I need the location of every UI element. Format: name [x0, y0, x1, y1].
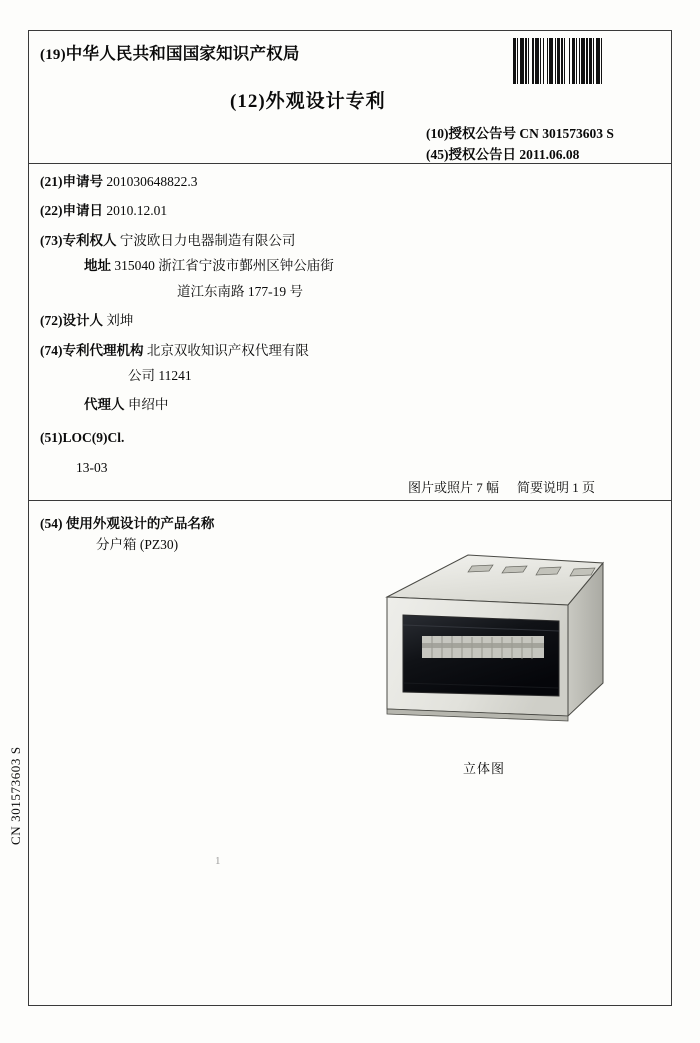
- loc-value: 13-03: [76, 459, 108, 475]
- agency-value: 北京双收知识产权代理有限: [146, 342, 309, 358]
- barcode-bar: [602, 38, 604, 84]
- application-date-row: [40, 201, 470, 222]
- faint-page-mark: 1: [215, 855, 221, 867]
- address-value: 315040 浙江省宁波市鄞州区钟公庙街: [114, 258, 334, 274]
- address-label: 地址: [84, 258, 111, 274]
- header-divider: [28, 163, 672, 164]
- figure-divider: [28, 500, 672, 501]
- application-number-label: 申请号: [62, 174, 103, 189]
- agency-row: [40, 341, 470, 362]
- drawing-caption: 立体图: [463, 761, 506, 776]
- agency-label: 专利代理机构: [62, 342, 144, 358]
- issuing-office: [40, 40, 300, 64]
- patentee-code: (73): [40, 232, 63, 248]
- application-number-value: 201030648822.3: [106, 174, 198, 189]
- agency-row-2: [40, 366, 470, 387]
- agent-value: 申绍中: [127, 397, 169, 413]
- product-name-code: (54): [40, 516, 63, 531]
- publication-number-value: CN 301573603 S: [519, 126, 614, 141]
- loc-code: (51): [40, 430, 63, 446]
- application-date-value: 2010.12.01: [106, 203, 168, 219]
- patent-type-title: [230, 86, 386, 113]
- publication-number-line: [426, 122, 614, 142]
- product-name-heading: [40, 512, 214, 532]
- address-row-2: [40, 282, 470, 303]
- publication-date-code: (45): [426, 147, 449, 162]
- application-date-label: 申请日: [62, 203, 103, 219]
- patent-type-text: 外观设计专利: [265, 91, 386, 112]
- agent-row: [40, 395, 470, 416]
- agent-label: 代理人: [84, 397, 125, 413]
- designer-label: 设计人: [62, 313, 103, 329]
- agency-code: (74): [40, 342, 63, 358]
- application-date-code: (22): [40, 203, 63, 219]
- publication-number-code: (10): [426, 126, 449, 141]
- loc-value-row: [40, 458, 470, 479]
- bibliographic-block: [40, 172, 470, 479]
- office-name: 中华人民共和国国家知识产权局: [65, 44, 300, 63]
- brief-description-text: 简要说明 1 页: [517, 480, 596, 495]
- side-publication-code: CN 301573603 S: [8, 746, 23, 845]
- patentee-label: 专利权人: [62, 232, 117, 248]
- patentee-row: [40, 231, 470, 252]
- address-row: [40, 256, 470, 277]
- loc-row: [40, 428, 470, 449]
- product-name-label: 使用外观设计的产品名称: [65, 516, 215, 531]
- product-name-value: 分户箱 (PZ30): [96, 537, 179, 552]
- figure-count-text: 图片或照片 7 幅: [408, 480, 500, 495]
- application-number-row: [40, 172, 470, 193]
- agency-value-2: 公司 11241: [128, 367, 192, 383]
- publication-date-line: [426, 143, 579, 163]
- designer-row: [40, 311, 470, 332]
- office-code: (19): [40, 47, 66, 63]
- figure-count-line: [408, 477, 595, 496]
- application-number-code: (21): [40, 174, 63, 189]
- publication-date-value: 2011.06.08: [519, 147, 580, 162]
- patent-type-code: (12): [230, 91, 266, 112]
- design-drawing: [360, 533, 650, 748]
- publication-date-label: 授权公告日: [448, 147, 516, 162]
- publication-number-label: 授权公告号: [448, 126, 516, 141]
- designer-code: (72): [40, 313, 63, 329]
- designer-value: 刘坤: [106, 313, 134, 329]
- loc-label: LOC(9)Cl.: [62, 430, 125, 446]
- patentee-value: 宁波欧日力电器制造有限公司: [119, 232, 296, 248]
- barcode: [513, 38, 659, 84]
- address-value-2: 道江东南路 177-19 号: [177, 283, 303, 299]
